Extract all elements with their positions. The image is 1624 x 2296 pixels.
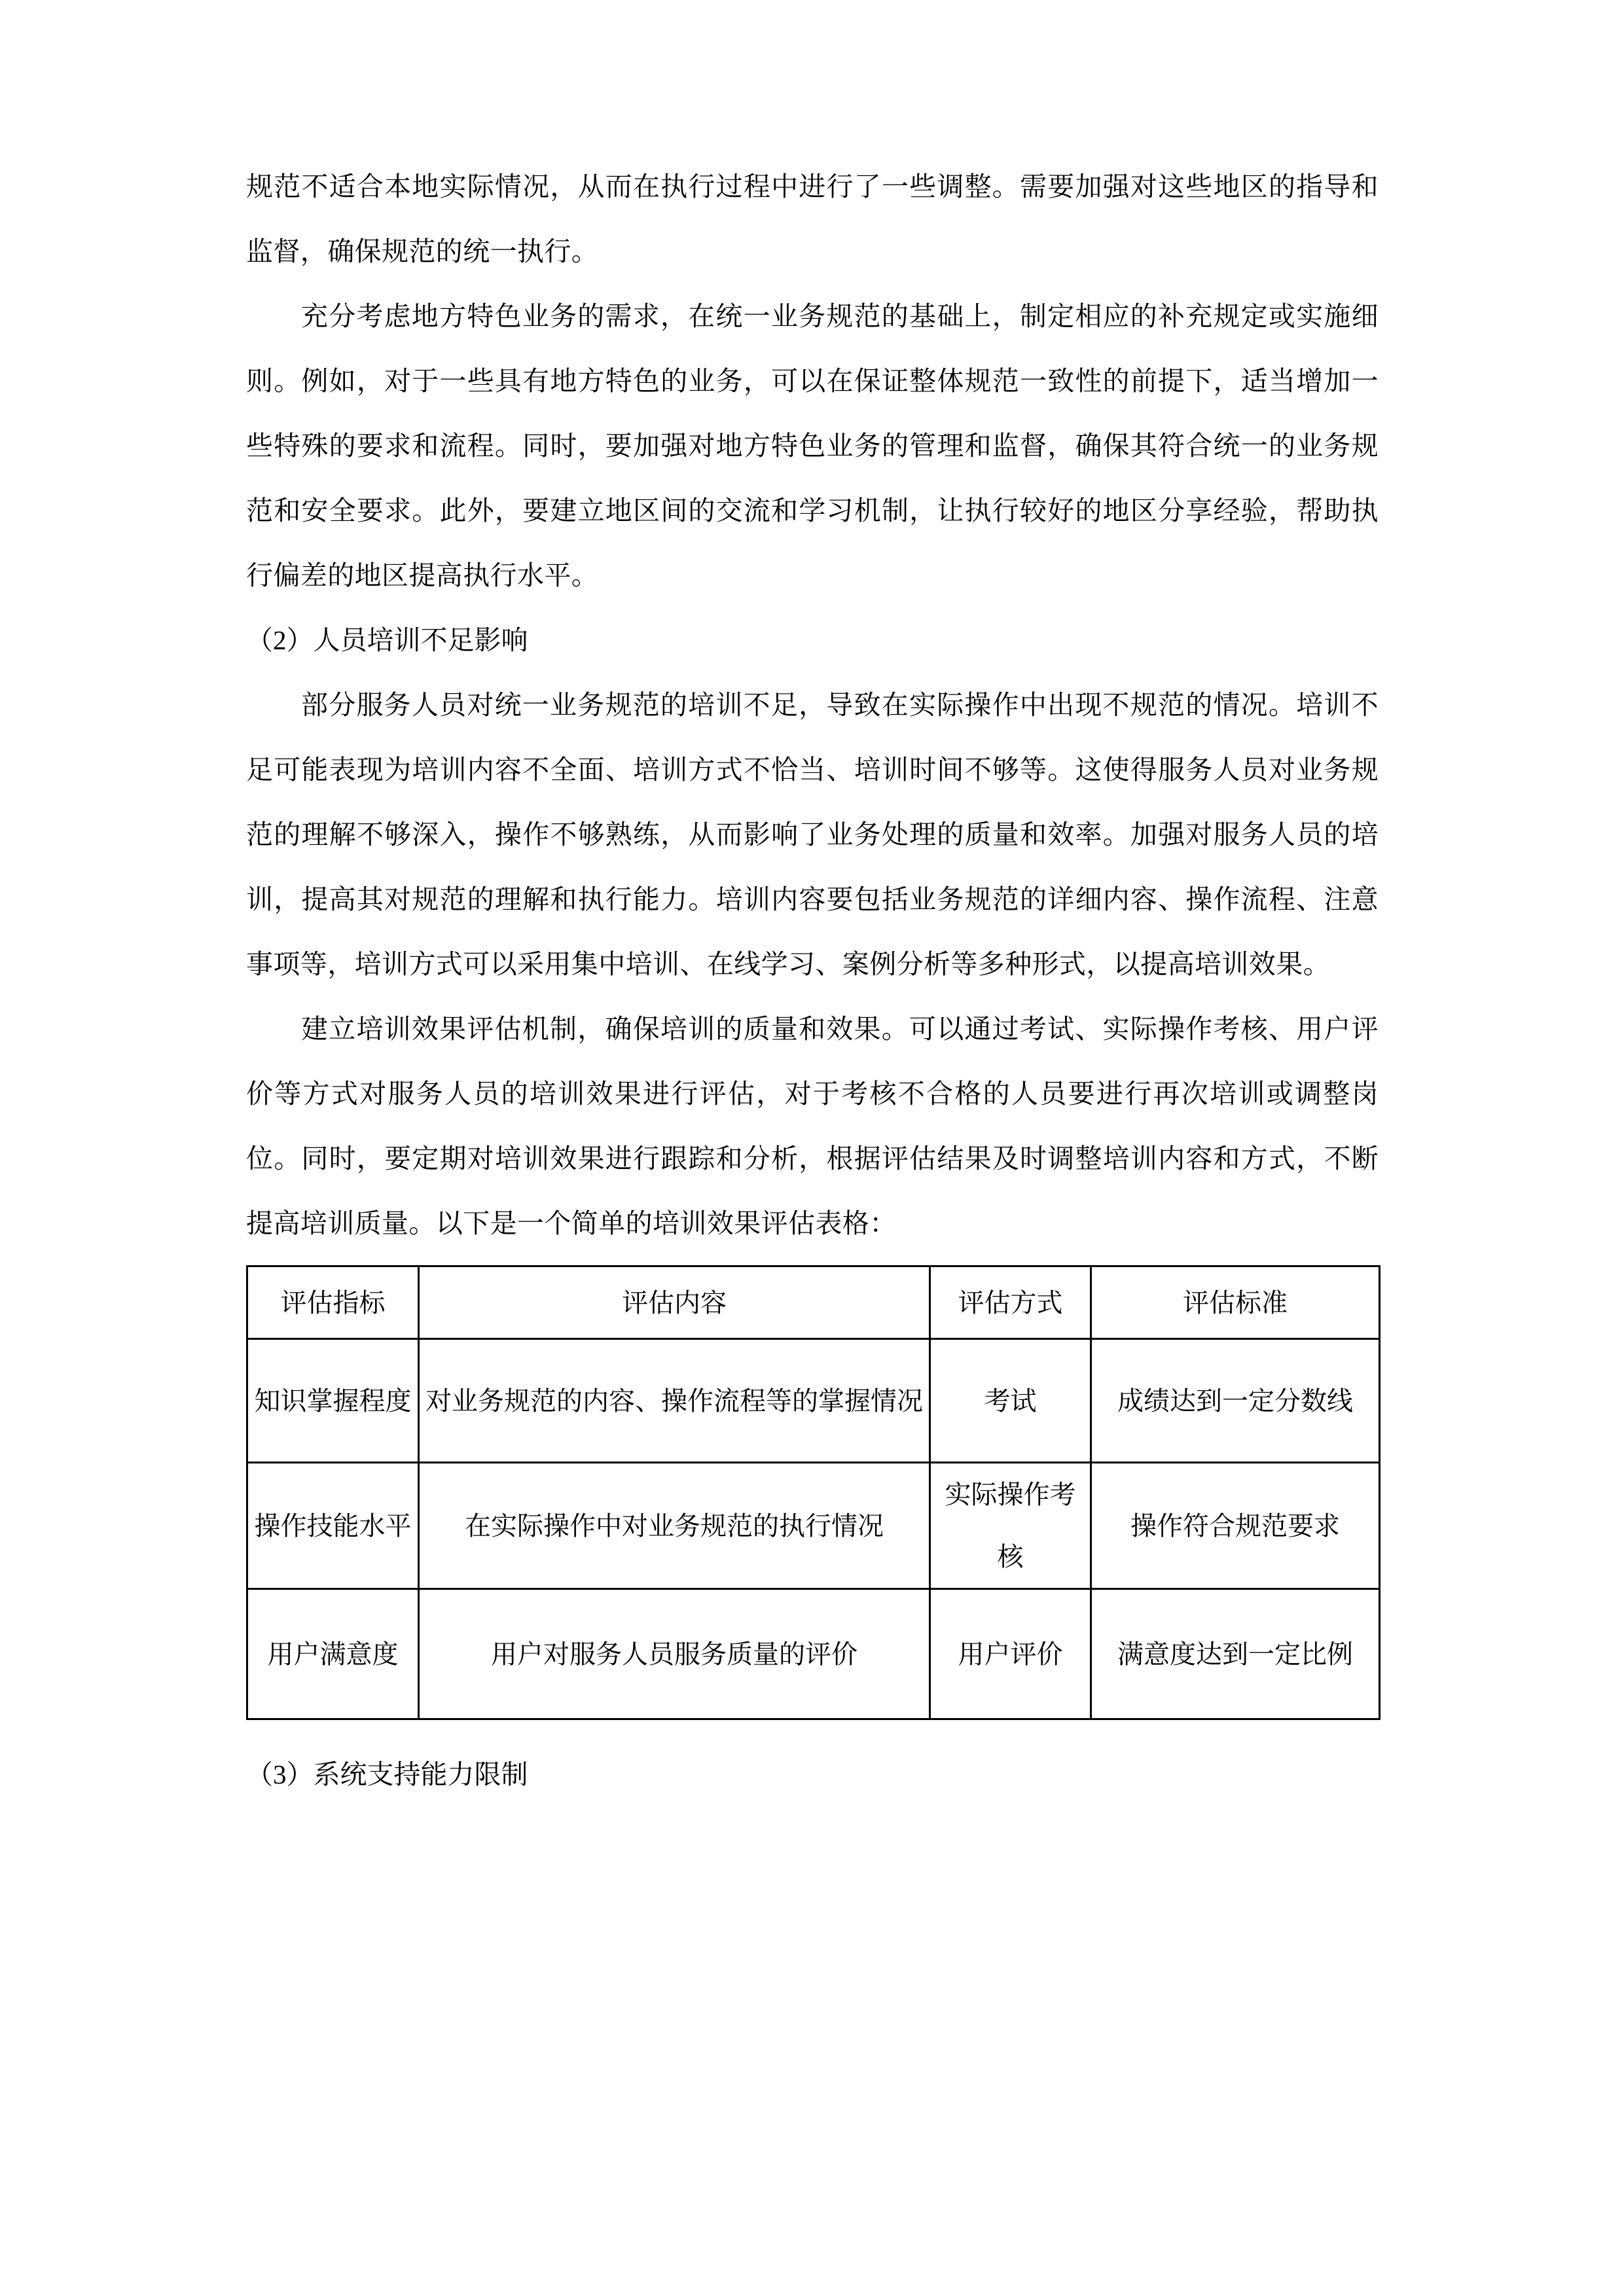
cell-standard: 操作符合规范要求 [1091,1463,1380,1589]
training-evaluation-table [246,1265,1380,1720]
cell-indicator: 知识掌握程度 [247,1339,419,1463]
cell-content: 在实际操作中对业务规范的执行情况 [419,1463,930,1589]
table-row [247,1339,1380,1463]
table-row [247,1463,1380,1589]
cell-method: 考试 [930,1339,1091,1463]
cell-method: 实际操作考核 [930,1463,1091,1589]
paragraph-training-insufficiency: 部分服务人员对统一业务规范的培训不足，导致在实际操作中出现不规范的情况。培训不足可能表现为培训内容不全面、培训方式不恰当、培训时间不够等。这使得服务人员对业务规范的理解不够深入，操作不够熟练，从而影响了业务处理的质量和效率。加强对服务人员的培训，提高其对规范的理解和执行能力。培训内容要包括业务规范的详细内容、操作流程、注意事项等，培训方式可以采用集中培训、在线学习、案例分析等多种形式，以提高培训效果。 [246,690,1379,979]
table-row [247,1589,1380,1719]
paragraph-training-evaluation: 建立培训效果评估机制，确保培训的质量和效果。可以通过考试、实际操作考核、用户评价等方式对服务人员的培训效果进行评估，对于考核不合格的人员要进行再次培训或调整岗位。同时，要定期对培训效果进行跟踪和分析，根据评估结果及时调整培训内容和方式，不断提高培训质量。以下是一个简单的培训效果评估表格： [246,1014,1379,1238]
table-header-row [247,1266,1380,1339]
page-content [246,154,1379,1807]
column-header-content: 评估内容 [419,1266,930,1339]
cell-content: 对业务规范的内容、操作流程等的掌握情况 [419,1339,930,1463]
paragraph-regulation-adjustment: 规范不适合本地实际情况，从而在执行过程中进行了一些调整。需要加强对这些地区的指导和监督，确保规范的统一执行。 [246,171,1379,266]
paragraph-local-business-needs: 充分考虑地方特色业务的需求，在统一业务规范的基础上，制定相应的补充规定或实施细则。例如，对于一些具有地方特色的业务，可以在保证整体规范一致性的前提下，适当增加一些特殊的要求和流程。同时，要加强对地方特色业务的管理和监督，确保其符合统一的业务规范和安全要求。此外，要建立地区间的交流和学习机制，让执行较好的地区分享经验，帮助执行偏差的地区提高执行水平。 [246,301,1379,590]
cell-method: 用户评价 [930,1589,1091,1719]
column-header-standard: 评估标准 [1091,1266,1380,1339]
cell-standard: 满意度达到一定比例 [1091,1589,1380,1719]
column-header-method: 评估方式 [930,1266,1091,1339]
section-heading-staff-training: （2）人员培训不足影响 [246,625,528,655]
cell-indicator: 操作技能水平 [247,1463,419,1589]
section-heading-system-support: （3）系统支持能力限制 [246,1759,528,1789]
cell-standard: 成绩达到一定分数线 [1091,1339,1380,1463]
cell-content: 用户对服务人员服务质量的评价 [419,1589,930,1719]
column-header-indicator: 评估指标 [247,1266,419,1339]
cell-indicator: 用户满意度 [247,1589,419,1719]
